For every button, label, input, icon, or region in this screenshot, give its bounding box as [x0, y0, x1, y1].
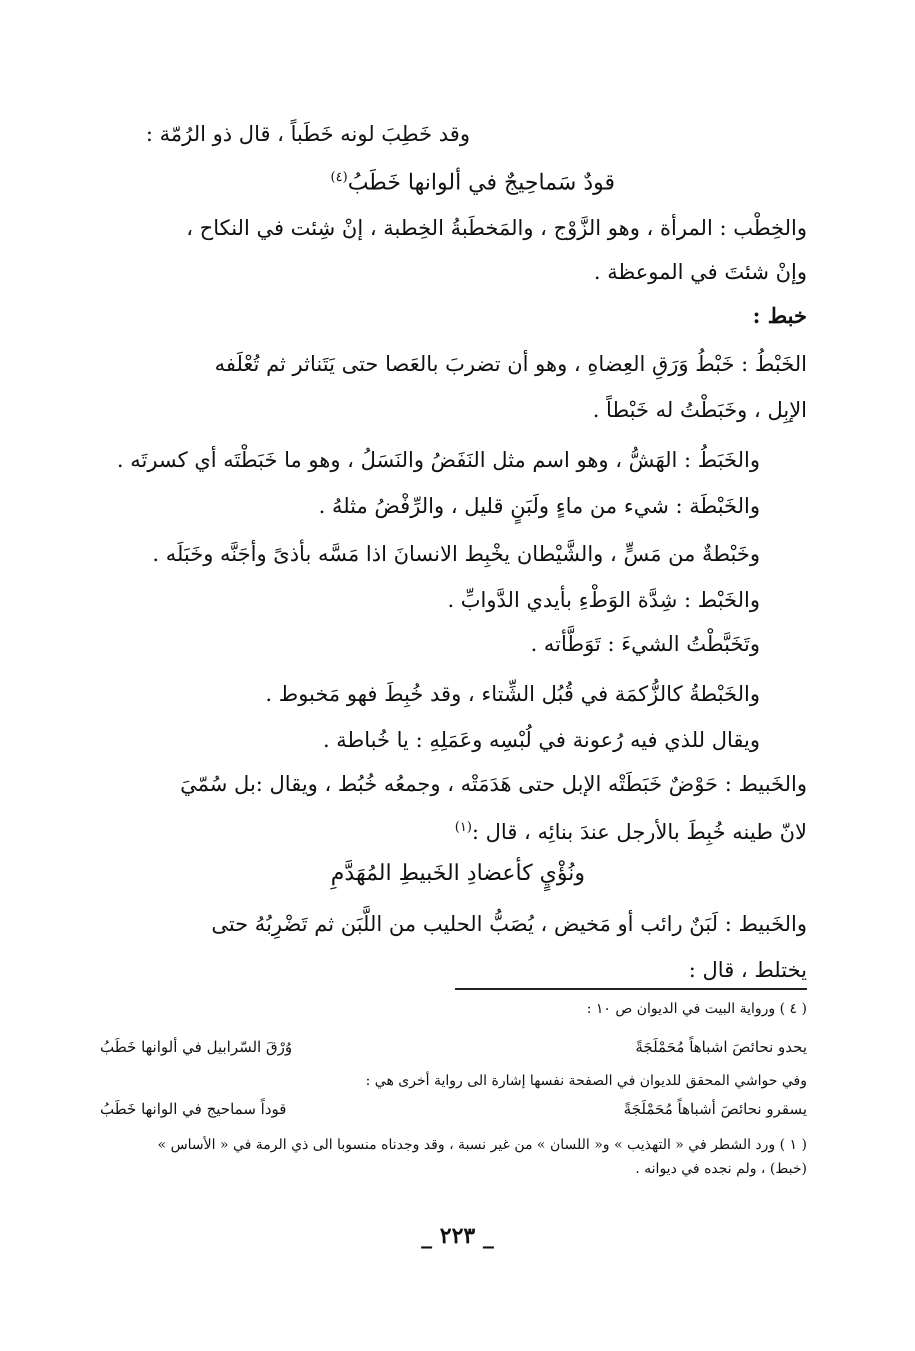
footnote-4-verse-left: وُرْقَ السّرابيل في ألوانها خَطَبُ — [100, 1038, 293, 1056]
text-line-15: والخَبيط : لَبَنٌ رائب أو مَخيض ، يُصَبُّ الحليب من اللَّبَن ثم تَضْرِبُهُ حتى — [211, 912, 807, 936]
text-line-7: والخَبْطَة : شيء من ماءٍ ولَبَنٍ قليل ، والرِّفْضُ مثلهُ . — [318, 494, 760, 518]
section-heading-khabat: خبط : — [752, 303, 807, 328]
verse-1 — [331, 162, 615, 199]
text-line-8: وخَبْطةٌ من مَسٍّ ، والشَّيْطان يخْبِط الانسانَ اذا مَسَّه بأذىً وأجَنَّه وخَبَلَه . — [152, 542, 760, 566]
footnote-4-verse-right: يحدو نحائصَ اشباهاً مُحَمْلَجَةً — [635, 1038, 807, 1056]
footnote-ref-4: (٤) — [330, 170, 348, 185]
footnote-4-note: وفي حواشي المحقق للديوان في الصفحة نفسها إشارة الى رواية أخرى هي : — [365, 1073, 807, 1089]
text-line-10: وتَخَبَّطْتُ الشيءَ : تَوَطَّأته . — [530, 632, 760, 656]
footnote-4-alt-verse-right: يسقرو نحائصَ أشباهاً مُحَمْلَجَةً — [623, 1100, 807, 1118]
footnote-4-intro: ( ٤ ) ورواية البيت في الديوان ص ١٠ : — [586, 1001, 807, 1017]
text-line-6: والخَبَطُ : الهَشُّ ، وهو اسم مثل النَفَضُ والنَسَلُ ، وهو ما خَبَطْتَه أي كسرتَه . — [116, 448, 760, 472]
text-line-4: الخَبْطُ : خَبْطُ وَرَقِ العِضاهِ ، وهو أن تضربَ بالعَصا حتى يَتَناثر ثم تُعْلَفه — [214, 352, 807, 376]
text-line-9: والخَبْط : شِدَّة الوَطْءِ بأيدي الدَّوابِّ . — [447, 588, 760, 612]
verse-2: ونُؤْيٍ كأعضادِ الخَبيطِ المُهَدَّمِ — [330, 861, 585, 886]
text-line-2: والخِطْب : المرأة ، وهو الزَّوْج ، والمَخطَبةُ الخِطبة ، إنْ شِئت في النكاح ، — [186, 216, 807, 240]
footnote-ref-1: (١) — [454, 820, 472, 835]
footnote-1-line-1: ( ١ ) ورد الشطر في « التهذيب » و« اللسان » من غير نسبة ، وقد وجدناه منسوبا الى ذي الرمة في « الأساس » — [157, 1137, 807, 1153]
text-line-13: والخَبيط : حَوْضٌ خَبَطَتْه الإبل حتى هَدَمَتْه ، وجمعُه خُبُط ، ويقال :بل سُمّيَ — [180, 772, 807, 796]
text-line-11: والخَبْطةُ كالزُّكمَة في قُبُل الشِّتاء ، وقد خُبِطَ فهو مَخبوط . — [265, 682, 760, 706]
text-line-16: يختلط ، قال : — [688, 958, 807, 982]
verse-1-text: قودٌ سَماحِيجٌ في ألوانها خَطَبُ — [347, 170, 615, 196]
footnote-1-line-2: (خبط) ، ولم نجده في ديوانه . — [635, 1161, 807, 1177]
text-line-5: الإبِل ، وخَبَطْتُ له خَبْطاً . — [592, 398, 807, 422]
text-line-14-text: لانّ طينه خُبِطَ بالأرجل عندَ بنائِه ، قال : — [471, 820, 807, 844]
text-line-3: وإنْ شئتَ في الموعظة . — [593, 260, 807, 284]
text-line-14 — [455, 812, 807, 848]
footnote-separator — [455, 988, 807, 990]
footnote-4-alt-verse-left: قوداً سماحيج في الوانها خَطَبُ — [100, 1100, 287, 1118]
page-number: _ ٢٢٣ _ — [421, 1223, 494, 1249]
text-line-12: ويقال للذي فيه رُعونة في لُبْسِه وعَمَلِهِ : يا خُباطة . — [322, 728, 760, 752]
text-line-1: وقد خَطِبَ لونه خَطَباً ، قال ذو الرُمّة : — [145, 122, 470, 146]
